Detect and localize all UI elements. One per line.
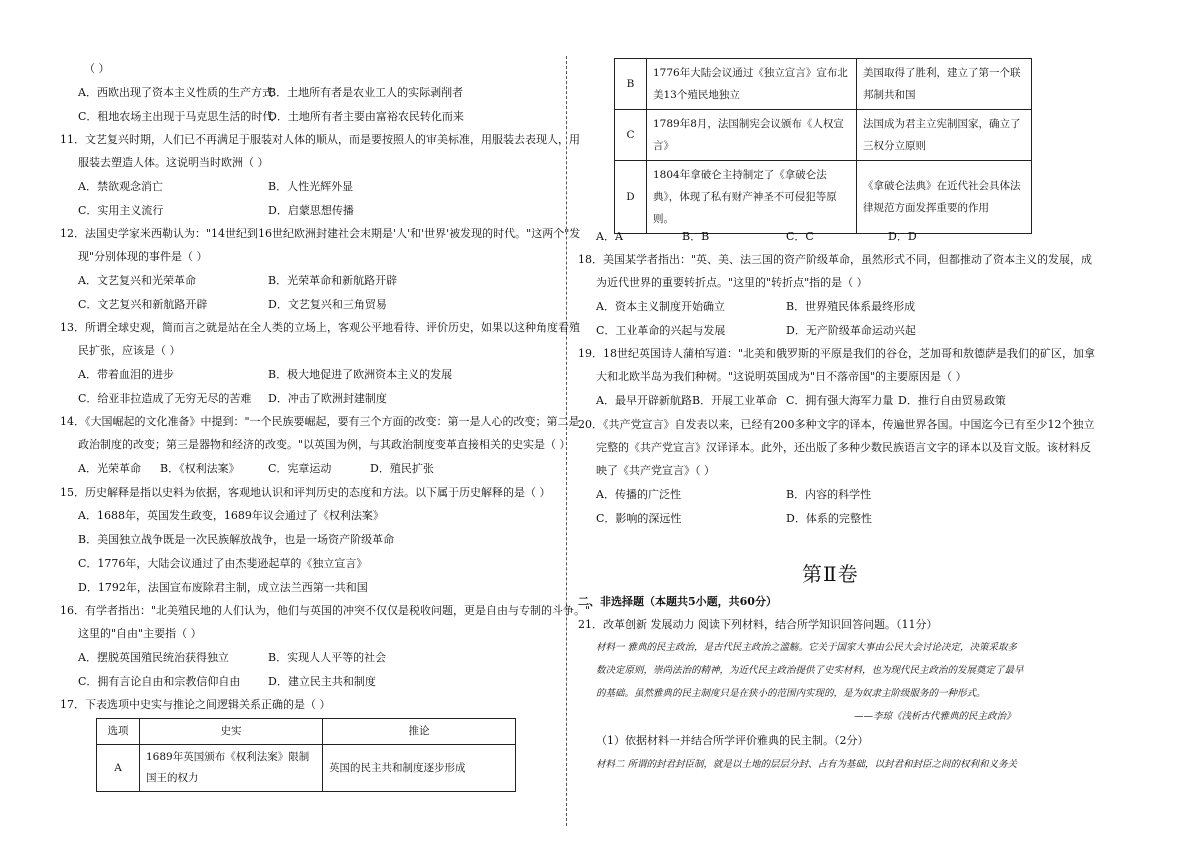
- q14-line2: 政治制度的改变；第三是器物和经济的改变。"以英国为例，与其政治制度变革直接相关的史实是（ ）: [78, 438, 571, 451]
- table-row: [615, 161, 1032, 234]
- q15-line1: 15．历史解释是指以史料为依据，客观地认识和评判历史的态度和方法。以下属于历史解释的是（ ）: [60, 486, 551, 499]
- q11-option-d: D．启蒙思想传播: [268, 204, 354, 217]
- q11-option-c: C．实用主义流行: [78, 204, 164, 217]
- q19-option-a: A．最早开辟新航路: [596, 394, 692, 407]
- q17-option-a: A．A: [596, 230, 623, 243]
- q13-option-b: B．极大地促进了欧洲资本主义的发展: [268, 368, 453, 381]
- q15-option-d: D．1792年，法国宣布废除君主制，成立法兰西第一共和国: [78, 581, 368, 594]
- q11-line2: 服装去塑造人体。这说明当时欧洲（ ）: [78, 156, 269, 169]
- q18-line2: 为近代世界的重要转折点。"这里的"转折点"指的是（ ）: [596, 276, 868, 289]
- q11-option-a: A．禁欲观念消亡: [78, 180, 163, 193]
- material1-line2: 数决定原则，崇尚法治的精神，为近代民主政治提供了史实材料，也为现代民主政治的发展奠定了最早: [596, 665, 1024, 676]
- q14-line1: 14．《大国崛起的文化准备》中提到："一个民族要崛起，要有三个方面的改变：第一是人心的改变；第二是: [60, 415, 580, 428]
- q14-option-d: D．殖民扩张: [370, 462, 434, 475]
- q16-line2: 这里的"自由"主要指（ ）: [78, 627, 202, 640]
- q20-option-b: B．内容的科学性: [786, 488, 872, 501]
- q11-line1: 11．文艺复兴时期，人们已不再满足于服装对人体的顺从，而是要按照人的审美标准，用服装去表现人，用: [60, 133, 580, 146]
- section-title: 第Ⅱ卷: [802, 562, 859, 586]
- q11-option-b: B．人性光辉外显: [268, 180, 354, 193]
- table-row: [615, 110, 1032, 161]
- q17-table-continued: [614, 58, 1032, 234]
- q10-option-c: C．租地农场主出现于马克思生活的时代: [78, 110, 274, 123]
- table-cell-inference: 《拿破仑法典》在近代社会具体法律规范方面发挥重要的作用: [857, 161, 1032, 234]
- q18-option-c: C．工业革命的兴起与发展: [596, 324, 726, 337]
- q20-option-c: C．影响的深远性: [596, 512, 682, 525]
- part2-header: 二、非选择题（本题共5小题，共60分）: [578, 595, 777, 608]
- table-header-row: [97, 719, 516, 745]
- q19-option-d: D．推行自由贸易政策: [898, 394, 1006, 407]
- q15-option-c: C．1776年，大陆会议通过了由杰斐逊起草的《独立宣言》: [78, 557, 368, 570]
- table-cell-inference: 英国的民主共和制度逐步形成: [323, 745, 516, 792]
- q18-option-d: D．无产阶级革命运动兴起: [786, 324, 916, 337]
- q16-option-a: A．摆脱英国殖民统治获得独立: [78, 651, 229, 664]
- q20-option-d: D．体系的完整性: [786, 512, 872, 525]
- table-cell-option: A: [97, 745, 140, 792]
- q19-line1: 19．18世纪英国诗人蒲柏写道："北美和俄罗斯的平原是我们的谷仓，芝加哥和敖德萨是我们的矿区，加拿: [578, 347, 1096, 360]
- q18-option-a: A．资本主义制度开始确立: [596, 300, 725, 313]
- q16-option-d: D．建立民主共和制度: [268, 675, 376, 688]
- q12-option-a: A．文艺复兴和光荣革命: [78, 274, 196, 287]
- q20-line2: 完整的《共产党宣言》汉译译本。此外，还出版了多种少数民族语言文字的译本以及盲文版。该材料反: [596, 441, 1091, 454]
- q14-option-c: C．宪章运动: [268, 462, 332, 475]
- q16-line1: 16．有学者指出："北美殖民地的人们认为，他们与英国的冲突不仅仅是税收问题，更是自由与专制的斗争。": [60, 604, 591, 617]
- q17-line1: 17．下表选项中史实与推论之间逻辑关系正确的是（ ）: [60, 698, 331, 711]
- q19-option-b: B．开展工业革命: [692, 394, 778, 407]
- material2-line1: 材料二 所谓的封君封臣制，就是以土地的层层分封、占有为基础，以封君和封臣之间的权利和义务关: [596, 759, 1018, 770]
- table-head-fact: 史实: [140, 719, 323, 745]
- q19-line2: 大和北欧半岛为我们种树。"这说明英国成为"日不落帝国"的主要原因是（ ）: [596, 370, 967, 383]
- table-cell-inference: 法国成为君主立宪制国家，确立了三权分立原则: [857, 110, 1032, 161]
- table-row: [97, 745, 516, 792]
- q10-option-d: D．土地所有者主要由富裕农民转化而来: [268, 110, 464, 123]
- q16-option-c: C．拥有言论自由和宗教信仰自由: [78, 675, 241, 688]
- q20-option-a: A．传播的广泛性: [596, 488, 681, 501]
- q21-line1: 21．改革创新 发展动力 阅读下列材料，结合所学知识回答问题。（11分）: [578, 618, 938, 631]
- q18-option-b: B．世界殖民体系最终形成: [786, 300, 916, 313]
- q17-option-c: C．C: [786, 230, 814, 243]
- material1-line3: 的基础。虽然雅典的民主制度只是在狭小的范围内实现的，是为奴隶主阶级服务的一种形式。: [596, 688, 986, 699]
- q12-line1: 12．法国史学家米西勒认为："14世纪到16世纪欧洲封建社会末期是'人'和'世界'被发现的时代。"这两个"发: [60, 227, 581, 240]
- table-head-inference: 推论: [323, 719, 516, 745]
- q12-line2: 现"分别体现的事件是（ ）: [78, 250, 208, 263]
- q19-option-c: C．拥有强大海军力量: [786, 394, 894, 407]
- q20-line1: 20．《共产党宣言》自发表以来，已经有200多种文字的译本，传遍世界各国。中国迄今已有至少12个独立: [578, 418, 1095, 431]
- q13-option-a: A．带着血泪的进步: [78, 368, 174, 381]
- table-cell-option: D: [615, 161, 647, 234]
- q15-option-a: A．1688年，英国发生政变，1689年议会通过了《权利法案》: [78, 509, 384, 522]
- table-cell-inference: 美国取得了胜利，建立了第一个联邦制共和国: [857, 59, 1032, 110]
- material1-line1: 材料一 雅典的民主政治，是古代民主政治之滥觞。它关于国家大事由公民大会讨论决定，决策采取多: [596, 642, 1018, 653]
- table-cell-option: B: [615, 59, 647, 110]
- table-cell-fact: 1804年拿破仑主持制定了《拿破仑法典》，体现了私有财产神圣不可侵犯等原则。: [647, 161, 857, 234]
- table-head-option: 选项: [97, 719, 140, 745]
- q17-option-b: B．B: [682, 230, 710, 243]
- table-cell-fact: 1789年8月，法国制宪会议颁布《人权宣言》: [647, 110, 857, 161]
- table-row: [615, 59, 1032, 110]
- table-cell-fact: 1689年英国颁布《权利法案》限制国王的权力: [140, 745, 323, 792]
- table-cell-fact: 1776年大陆会议通过《独立宣言》宣布北美13个殖民地独立: [647, 59, 857, 110]
- q13-option-d: D．冲击了欧洲封建制度: [268, 392, 387, 405]
- q18-line1: 18．美国某学者指出："英、美、法三国的资产阶级革命，虽然形式不同，但都推动了资本主义的发展，成: [578, 253, 1093, 266]
- q10-option-a: A．西欧出现了资本主义性质的生产方式: [78, 86, 273, 99]
- table-cell-option: C: [615, 110, 647, 161]
- q12-option-c: C．文艺复兴和新航路开辟: [78, 298, 208, 311]
- q13-line1: 13．所谓全球史观，简而言之就是站在全人类的立场上，客观公平地看待、评价历史，如果以这种角度看殖: [60, 321, 580, 334]
- q16-option-b: B．实现人人平等的社会: [268, 651, 387, 664]
- q20-line3: 映了《共产党宣言》（ ）: [596, 464, 715, 477]
- q21-sub1: （1）依据材料一并结合所学评价雅典的民主制。（2分）: [596, 734, 869, 747]
- q14-option-b: B．《权利法案》: [160, 462, 240, 475]
- q12-option-d: D．文艺复兴和三角贸易: [268, 298, 387, 311]
- q10-paren: （ ）: [84, 62, 110, 75]
- q13-option-c: C．给亚非拉造成了无穷无尽的苦难: [78, 392, 252, 405]
- q14-option-a: A．光荣革命: [78, 462, 141, 475]
- material1-source: ——李琼《浅析古代雅典的民主政治》: [854, 711, 1016, 722]
- q17-option-d: D．D: [888, 230, 917, 243]
- q17-table-top: [96, 718, 516, 792]
- q15-option-b: B．美国独立战争既是一次民族解放战争，也是一场资产阶级革命: [78, 533, 395, 546]
- q10-option-b: B．土地所有者是农业工人的实际剥削者: [268, 86, 464, 99]
- q13-line2: 民扩张，应该是（ ）: [78, 344, 181, 357]
- q12-option-b: B．光荣革命和新航路开辟: [268, 274, 398, 287]
